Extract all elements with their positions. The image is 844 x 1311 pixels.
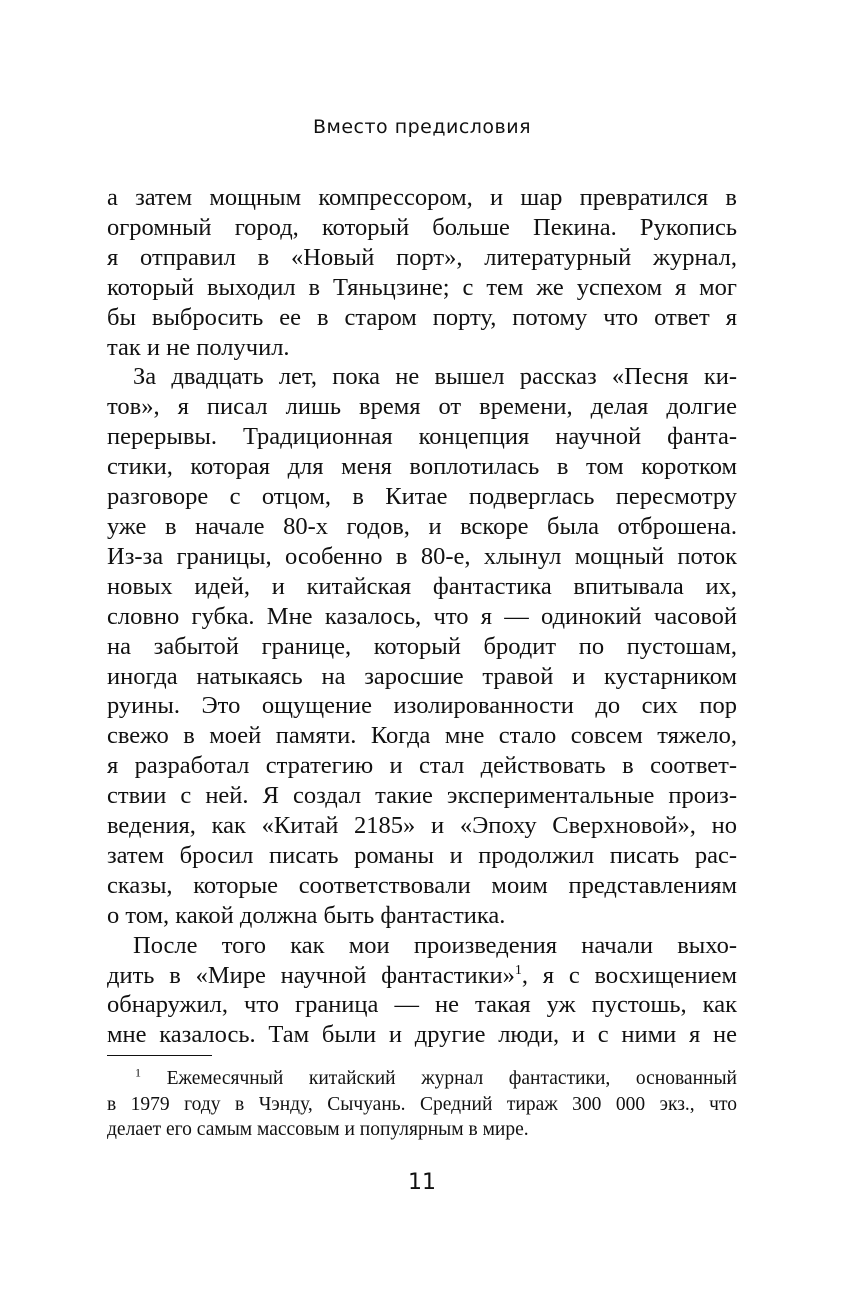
text-line: стики, которая для меня воплотилась в том коротком <box>107 453 737 481</box>
text-line: За двадцать лет, пока не вышел рассказ «Песня ки- <box>133 363 737 391</box>
text-line: Из-за границы, особенно в 80-е, хлынул мощный поток <box>107 542 737 570</box>
text-line: о том, какой должна быть фантастика. <box>107 901 506 929</box>
text-line: После того как мои произведения начали выхо- <box>133 931 737 959</box>
footnote-reference[interactable]: 1 <box>514 962 522 978</box>
running-head: Вместо предисловия <box>312 116 532 138</box>
footnote-line: в 1979 году в Чэнду, Сычуань. Средний тираж 300 000 экз., что <box>107 1093 737 1115</box>
text-line: обнаружил, что граница — не такая уж пустошь, как <box>107 991 737 1019</box>
text-line: я разработал стратегию и стал действовать в соответ- <box>107 752 737 780</box>
footnote-text: Ежемесячный китайский журнал фантастики, основанный <box>166 1068 737 1089</box>
text-line: затем бросил писать романы и продолжил писать рас- <box>107 841 737 869</box>
text-line: новых идей, и китайская фантастика впитывала их, <box>107 572 737 600</box>
text-segment: , я с восхищением <box>521 961 737 989</box>
text-line: руины. Это ощущение изолированности до сих пор <box>107 692 737 720</box>
text-line: я отправил в «Новый порт», литературный журнал, <box>107 243 737 271</box>
page-number: 11 <box>408 1170 436 1195</box>
text-line: тов», я писал лишь время от времени, делая долгие <box>107 393 737 421</box>
body-text <box>107 183 737 1050</box>
text-line: который выходил в Тяньцзине; с тем же успехом я мог <box>107 273 737 301</box>
footnote-divider <box>107 1055 212 1056</box>
text-line <box>107 961 737 991</box>
text-line: разговоре с отцом, в Китае подверглась пересмотру <box>107 483 737 511</box>
text-line: словно губка. Мне казалось, что я — одинокий часовой <box>107 602 737 630</box>
footnote-marker: 1 <box>135 1065 141 1080</box>
text-line: ведения, как «Китай 2185» и «Эпоху Сверхновой», но <box>107 812 737 840</box>
text-line: огромный город, который больше Пекина. Рукопись <box>107 213 737 241</box>
footnote-line <box>107 1066 737 1092</box>
text-line: перерывы. Традиционная концепция научной фанта- <box>107 423 737 451</box>
footnote-line: делает его самым массовым и популярным в мире. <box>107 1119 529 1140</box>
text-line: так и не получил. <box>107 333 290 361</box>
text-line: иногда натыкаясь на заросшие травой и кустарником <box>107 662 737 690</box>
text-line: уже в начале 80-х годов, и вскоре была отброшена. <box>107 512 737 540</box>
text-line: бы выбросить ее в старом порту, потому что ответ я <box>107 303 737 331</box>
text-line: ствии с ней. Я создал такие экспериментальные произ- <box>107 782 737 810</box>
text-line: свежо в моей памяти. Когда мне стало совсем тяжело, <box>107 722 737 750</box>
text-line: на забытой границе, который бродит по пустошам, <box>107 632 737 660</box>
text-line: мне казалось. Там были и другие люди, и с ними я не <box>107 1021 737 1049</box>
text-segment: дить в «Мире научной фантастики» <box>107 961 515 989</box>
text-line: а затем мощным компрессором, и шар превратился в <box>107 184 737 211</box>
footnotes <box>107 1066 737 1143</box>
text-line: сказы, которые соответствовали моим представлениям <box>107 871 737 899</box>
